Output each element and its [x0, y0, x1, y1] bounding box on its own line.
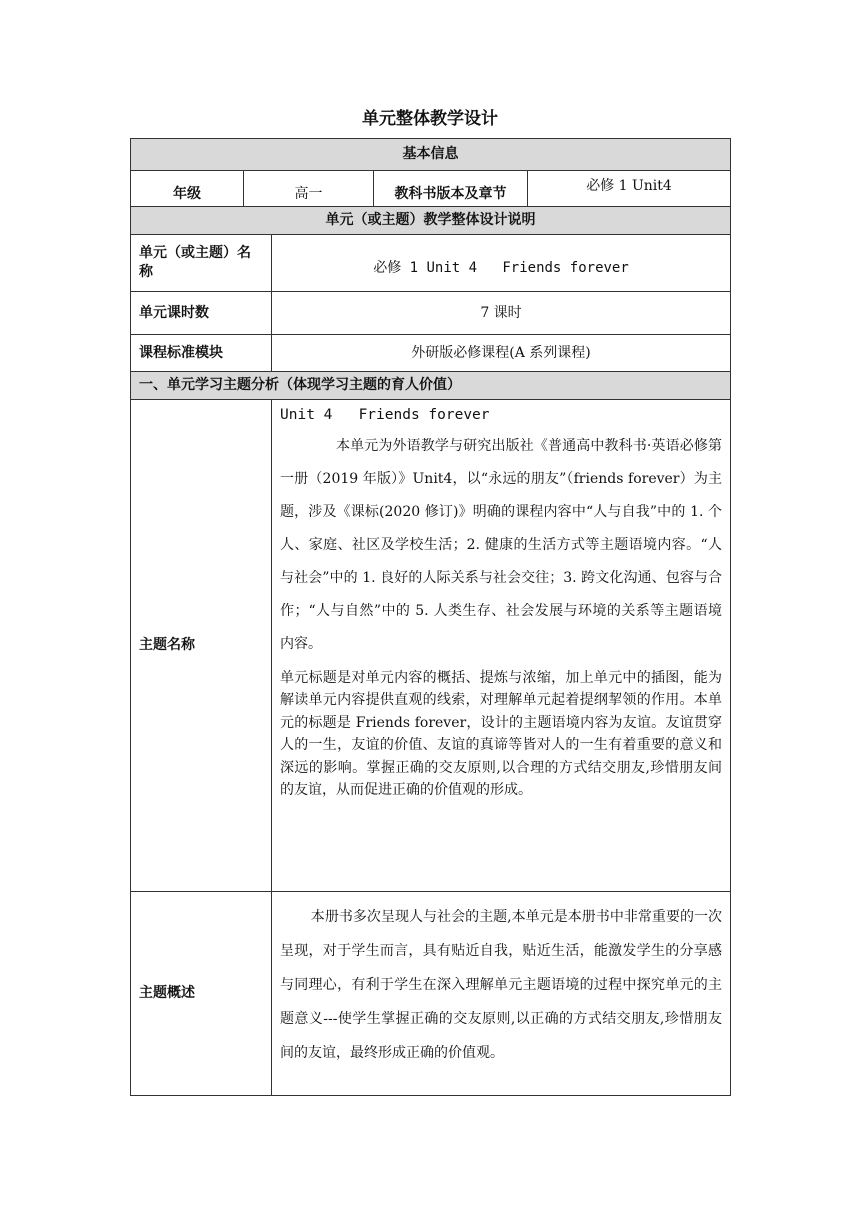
curriculum-module-value: 外研版必修课程(A 系列课程): [272, 335, 731, 372]
curriculum-module-row: [131, 335, 731, 372]
section1-header: 一、单元学习主题分析（体现学习主题的育人价值）: [131, 372, 731, 400]
basic-info-header: 基本信息: [131, 139, 731, 171]
topic-name-content: [272, 400, 731, 892]
class-hours-value: 7 课时: [272, 292, 731, 335]
class-hours-row: [131, 292, 731, 335]
topic-overview-label: 主题概述: [131, 892, 272, 1096]
page-title: 单元整体教学设计: [362, 109, 498, 129]
unit-name-value: 必修 1 Unit 4 Friends forever: [272, 235, 731, 292]
basic-info-header-row: [131, 139, 731, 171]
topic-paragraph-1: 本单元为外语教学与研究出版社《普通高中教科书·英语必修第一册（2019 年版）》Unit4，以“永远的朋友”（friends forever）为主题，涉及《课标(2020 修订)》明确的课程内容中“人与自我”中的 1. 个人、家庭、社区及学校生活；2. 健康的生活方式等主题语境内容。“人与社会”中的 1. 良好的人际关系与社会交往；3. 跨文化沟通、包容与合作；“人与自然”中的 5. 人类生存、社会发展与环境的关系等主题语境内容。: [280, 437, 723, 652]
topic-name-label: 主题名称: [131, 400, 272, 892]
basic-info-row: [131, 171, 731, 207]
grade-value: 高一: [244, 171, 374, 207]
design-header: 单元（或主题）教学整体设计说明: [131, 207, 731, 235]
unit-name-label: 单元（或主题）名称: [131, 235, 272, 292]
design-table: [130, 138, 731, 1096]
design-header-row: [131, 207, 731, 235]
curriculum-module-label: 课程标准模块: [131, 335, 272, 372]
grade-label: 年级: [131, 171, 244, 207]
unit-name-row: [131, 235, 731, 292]
topic-overview-content: [272, 892, 731, 1096]
topic-overview-row: [131, 892, 731, 1096]
textbook-label: 教科书版本及章节: [374, 171, 528, 207]
section1-header-row: [131, 372, 731, 400]
topic-overview-text: 本册书多次呈现人与社会的主题,本单元是本册书中非常重要的一次呈现，对于学生而言，具有贴近自我，贴近生活，能激发学生的分享感与同理心，有利于学生在深入理解单元主题语境的过程中探究单元的主题意义---使学生掌握正确的交友原则,以正确的方式结交朋友,珍惜朋友间的友谊，最终形成正确的价值观。: [280, 909, 723, 1061]
topic-paragraph-2: 单元标题是对单元内容的概括、提炼与浓缩，加上单元中的插图，能为解读单元内容提供直观的线索，对理解单元起着提纲挈领的作用。本单元的标题是 Friends forever，设计的主题语境内容为友谊。友谊贯穿人的一生，友谊的价值、友谊的真谛等皆对人的一生有着重要的意义和深远的影响。掌握正确的交友原则,以合理的方式结交朋友,珍惜朋友间的友谊，从而促进正确的价值观的形成。: [280, 669, 723, 799]
textbook-value: 必修 1 Unit4: [528, 171, 731, 207]
class-hours-label: 单元课时数: [131, 292, 272, 335]
topic-heading: Unit 4 Friends forever: [280, 407, 490, 423]
topic-name-row: [131, 400, 731, 892]
